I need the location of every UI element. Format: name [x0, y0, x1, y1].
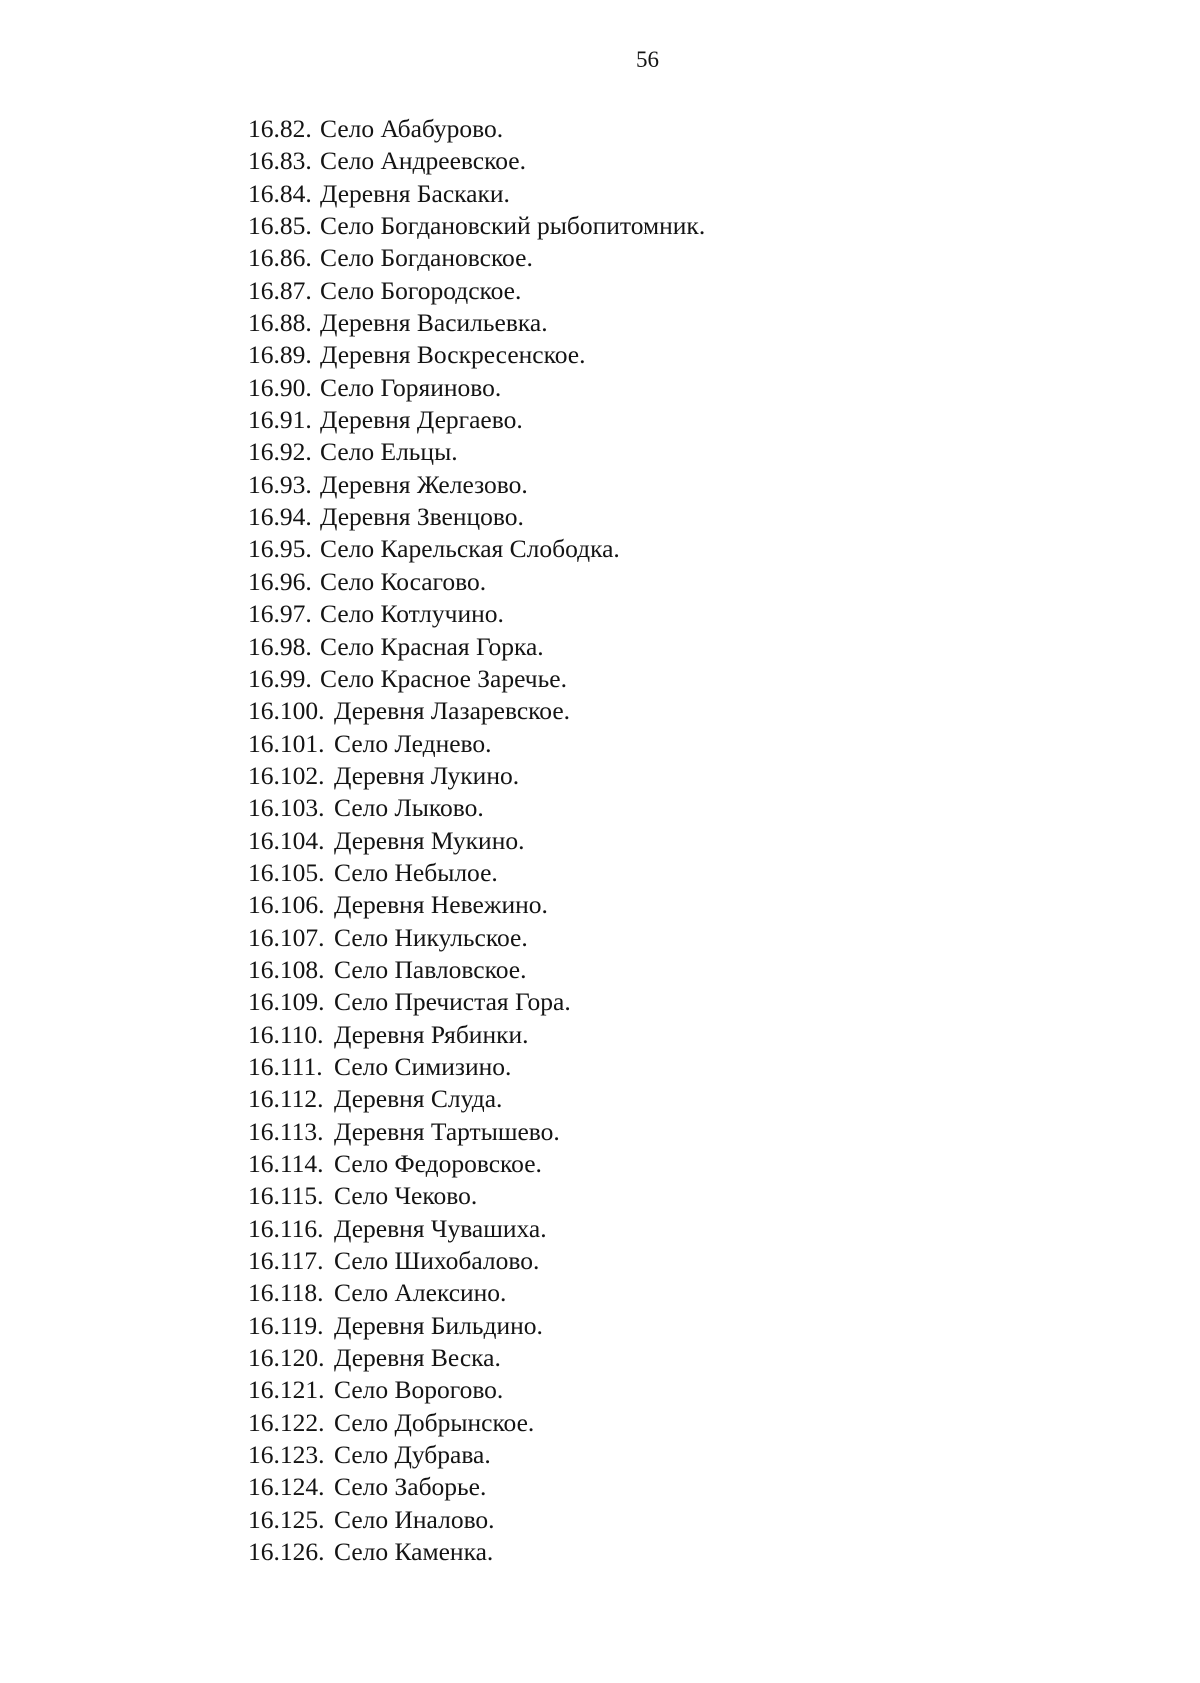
- item-number: 16.100.: [248, 696, 325, 726]
- settlement-name: Село Ельцы.: [320, 437, 458, 467]
- list-item: [248, 922, 705, 954]
- list-item: [248, 986, 705, 1018]
- list-item: [248, 728, 705, 760]
- item-number: 16.106.: [248, 890, 325, 920]
- list-item: [248, 275, 705, 307]
- settlement-name: Село Андреевское.: [320, 146, 526, 176]
- list-item: [248, 1148, 705, 1180]
- item-number: 16.96.: [248, 566, 312, 596]
- item-number: 16.123.: [248, 1440, 325, 1470]
- item-number: 16.82.: [248, 114, 312, 143]
- settlement-name: Деревня Тартышево.: [334, 1116, 560, 1146]
- settlement-name: Село Заборье.: [334, 1472, 487, 1502]
- settlement-name: Село Пречистая Гора.: [334, 987, 571, 1017]
- list-item: [248, 1083, 705, 1115]
- list-item: [248, 145, 705, 177]
- list-item: [248, 1019, 705, 1051]
- settlement-name: Деревня Рябинки.: [334, 1019, 529, 1049]
- item-number: 16.104.: [248, 825, 325, 855]
- settlement-name: Село Красная Горка.: [320, 631, 544, 661]
- settlement-name: Деревня Железово.: [320, 469, 528, 499]
- list-item: [248, 1116, 705, 1148]
- settlement-name: Село Дубрава.: [334, 1440, 491, 1470]
- item-number: 16.85.: [248, 211, 312, 241]
- list-item: [248, 178, 705, 210]
- item-number: 16.93.: [248, 469, 312, 499]
- item-number: 16.117.: [248, 1246, 324, 1276]
- list-item: [248, 566, 705, 598]
- item-number: 16.88.: [248, 308, 312, 338]
- list-item: [248, 501, 705, 533]
- settlement-name: Село Карельская Слободка.: [320, 534, 620, 564]
- list-item: [248, 1439, 705, 1471]
- list-item: [248, 889, 705, 921]
- list-item: [248, 792, 705, 824]
- settlement-name: Село Каменка.: [334, 1537, 494, 1567]
- item-number: 16.110.: [248, 1019, 324, 1049]
- item-number: 16.84.: [248, 178, 312, 208]
- settlement-name: Деревня Баскаки.: [320, 178, 510, 208]
- settlement-name: Село Абабурово.: [320, 114, 504, 143]
- item-number: 16.99.: [248, 663, 312, 693]
- settlement-name: Деревня Мукино.: [334, 825, 525, 855]
- item-number: 16.112.: [248, 1084, 324, 1114]
- item-number: 16.115.: [248, 1181, 324, 1211]
- settlement-name: Село Ворогово.: [334, 1375, 504, 1405]
- item-number: 16.125.: [248, 1504, 325, 1534]
- item-number: 16.107.: [248, 922, 325, 952]
- item-number: 16.101.: [248, 728, 325, 758]
- list-item: [248, 695, 705, 727]
- settlement-name: Село Добрынское.: [334, 1407, 535, 1437]
- settlement-name: Село Красное Заречье.: [320, 663, 567, 693]
- list-item: [248, 436, 705, 468]
- list-item: [248, 113, 705, 145]
- item-number: 16.97.: [248, 599, 312, 629]
- settlement-name: Село Богородское.: [320, 275, 522, 305]
- list-item: [248, 954, 705, 986]
- settlement-list: [248, 113, 705, 1568]
- settlement-name: Деревня Невежино.: [334, 890, 548, 920]
- item-number: 16.87.: [248, 275, 312, 305]
- item-number: 16.124.: [248, 1472, 325, 1502]
- item-number: 16.90.: [248, 372, 312, 402]
- item-number: 16.116.: [248, 1213, 324, 1243]
- list-item: [248, 307, 705, 339]
- item-number: 16.108.: [248, 954, 325, 984]
- settlement-name: Деревня Слуда.: [334, 1084, 503, 1114]
- item-number: 16.83.: [248, 146, 312, 176]
- item-number: 16.114.: [248, 1149, 324, 1178]
- item-number: 16.89.: [248, 340, 312, 370]
- item-number: 16.113.: [248, 1116, 324, 1146]
- item-number: 16.109.: [248, 987, 325, 1017]
- settlement-name: Село Богдановский рыбопитомник.: [320, 211, 706, 241]
- list-item: [248, 1277, 705, 1309]
- list-item: [248, 210, 705, 242]
- list-item: [248, 1504, 705, 1536]
- settlement-name: Село Алексино.: [334, 1278, 507, 1308]
- settlement-name: Деревня Чувашиха.: [334, 1213, 547, 1243]
- list-item: [248, 1374, 705, 1406]
- settlement-name: Село Шихобалово.: [334, 1246, 540, 1276]
- item-number: 16.126.: [248, 1537, 325, 1567]
- settlement-name: Деревня Веска.: [334, 1343, 501, 1373]
- settlement-name: Деревня Лазаревское.: [334, 696, 571, 726]
- item-number: 16.120.: [248, 1343, 325, 1373]
- settlement-name: Село Федоровское.: [334, 1149, 542, 1178]
- item-number: 16.92.: [248, 437, 312, 467]
- list-item: [248, 242, 705, 274]
- list-item: [248, 372, 705, 404]
- settlement-name: Село Леднево.: [334, 728, 492, 758]
- list-item: [248, 339, 705, 371]
- settlement-name: Село Никульское.: [334, 922, 528, 952]
- list-item: [248, 1407, 705, 1439]
- list-item: [248, 1342, 705, 1374]
- list-item: [248, 760, 705, 792]
- item-number: 16.91.: [248, 405, 312, 435]
- list-item: [248, 1051, 705, 1083]
- list-item: [248, 1213, 705, 1245]
- list-item: [248, 825, 705, 857]
- list-item: [248, 533, 705, 565]
- settlement-name: Деревня Звенцово.: [320, 502, 524, 532]
- item-number: 16.102.: [248, 760, 325, 790]
- settlement-name: Село Иналово.: [334, 1504, 495, 1534]
- settlement-name: Деревня Воскресенское.: [320, 340, 586, 370]
- item-number: 16.86.: [248, 243, 312, 273]
- settlement-name: Село Симизино.: [334, 1051, 512, 1081]
- item-number: 16.119.: [248, 1310, 324, 1340]
- list-item: [248, 1471, 705, 1503]
- list-item: [248, 469, 705, 501]
- settlement-name: Село Котлучино.: [320, 599, 504, 629]
- settlement-name: Деревня Бильдино.: [334, 1310, 543, 1340]
- list-item: [248, 1536, 705, 1568]
- list-item: [248, 1180, 705, 1212]
- list-item: [248, 663, 705, 695]
- settlement-name: Деревня Дергаево.: [320, 405, 523, 435]
- list-item: [248, 404, 705, 436]
- settlement-name: Село Лыково.: [334, 793, 484, 823]
- settlement-name: Село Косагово.: [320, 566, 487, 596]
- settlement-name: Деревня Лукино.: [334, 760, 520, 790]
- item-number: 16.118.: [248, 1278, 324, 1308]
- item-number: 16.94.: [248, 502, 312, 532]
- settlement-name: Село Небылое.: [334, 857, 498, 887]
- settlement-name: Село Богдановское.: [320, 243, 533, 273]
- settlement-name: Село Горяиново.: [320, 372, 502, 402]
- list-item: [248, 1310, 705, 1342]
- settlement-name: Деревня Васильевка.: [320, 308, 548, 338]
- list-item: [248, 1245, 705, 1277]
- page-number: 56: [636, 47, 659, 72]
- item-number: 16.95.: [248, 534, 312, 564]
- item-number: 16.98.: [248, 631, 312, 661]
- item-number: 16.105.: [248, 857, 325, 887]
- item-number: 16.111.: [248, 1051, 323, 1081]
- list-item: [248, 857, 705, 889]
- list-item: [248, 631, 705, 663]
- settlement-name: Село Чеково.: [334, 1181, 478, 1211]
- item-number: 16.103.: [248, 793, 325, 823]
- item-number: 16.121.: [248, 1375, 325, 1405]
- settlement-name: Село Павловское.: [334, 954, 527, 984]
- item-number: 16.122.: [248, 1407, 325, 1437]
- list-item: [248, 598, 705, 630]
